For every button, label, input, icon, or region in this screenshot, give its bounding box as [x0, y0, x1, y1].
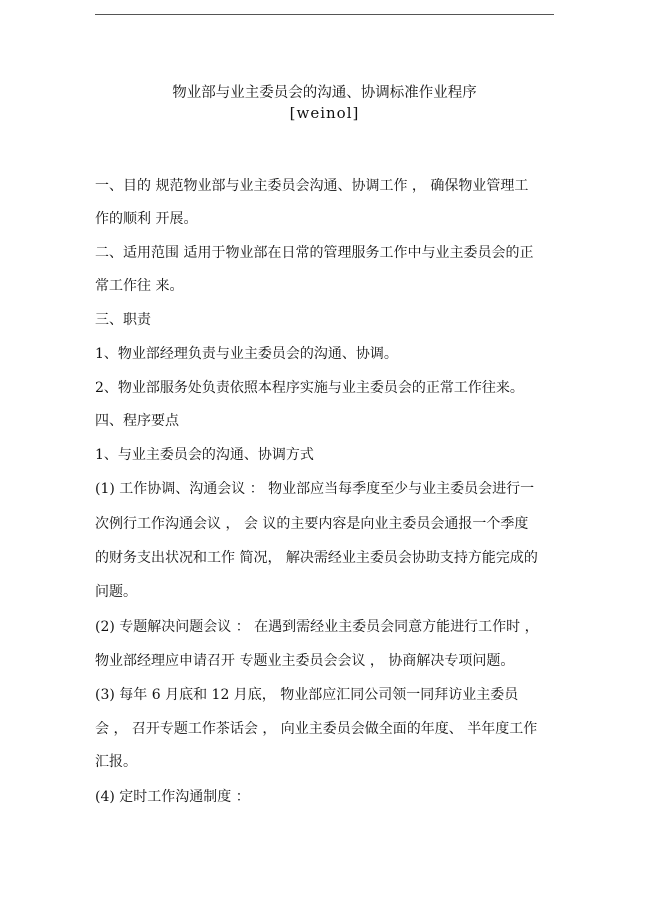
body-line: 会 ， 召开专题工作茶话会 ， 向业主委员会做全面的年度、 半年度工作	[95, 721, 538, 737]
body-line: 常工作往 来。	[95, 278, 184, 294]
section-heading: 四、程序要点	[95, 413, 179, 429]
section-heading: 三、职责	[95, 312, 151, 328]
body-line: (3) 每年 6 月底和 12 月底， 物业部应汇同公司领一同拜访业主委员	[95, 687, 519, 703]
body-line: 一、目的 规范物业部与业主委员会沟通、协调工作 ， 确保物业管理工	[95, 178, 529, 194]
body-line: (4) 定时工作沟通制度 ：	[95, 789, 250, 805]
header-rule	[95, 14, 554, 15]
body-line: 问题。	[95, 584, 137, 600]
document-title: 物业部与业主委员会的沟通、协调标准作业程序	[172, 85, 477, 101]
body-line: 二、适用范围 适用于物业部在日常的管理服务工作中与业主委员会的正	[95, 245, 534, 261]
body-line: 作的顺利 开展。	[95, 211, 198, 227]
body-line: 物业部经理应申请召开 专题业主委员会会议 ， 协商解决专项问题。	[95, 653, 515, 669]
body-line: 1、物业部经理负责与业主委员会的沟通、协调。	[95, 346, 398, 362]
body-line: 汇报。	[95, 754, 137, 770]
body-line: 1、与业主委员会的沟通、协调方式	[95, 447, 314, 463]
body-line: 2、物业部服务处负责依照本程序实施与业主委员会的正常工作往来。	[95, 380, 524, 396]
body-line: (2) 专题解决问题会议 ： 在遇到需经业主委员会同意方能进行工作时 ，	[95, 619, 539, 635]
body-line: 的财务支出状况和工作 简况， 解决需经业主委员会协助支持方能完成的	[95, 550, 538, 566]
document-subtitle: [weinol]	[289, 104, 360, 122]
body-line: (1) 工作协调、沟通会议 ： 物业部应当每季度至少与业主委员会进行一	[95, 481, 535, 497]
body-line: 次例行工作沟通会议 ， 会 议的主要内容是向业主委员会通报一个季度	[95, 516, 529, 532]
